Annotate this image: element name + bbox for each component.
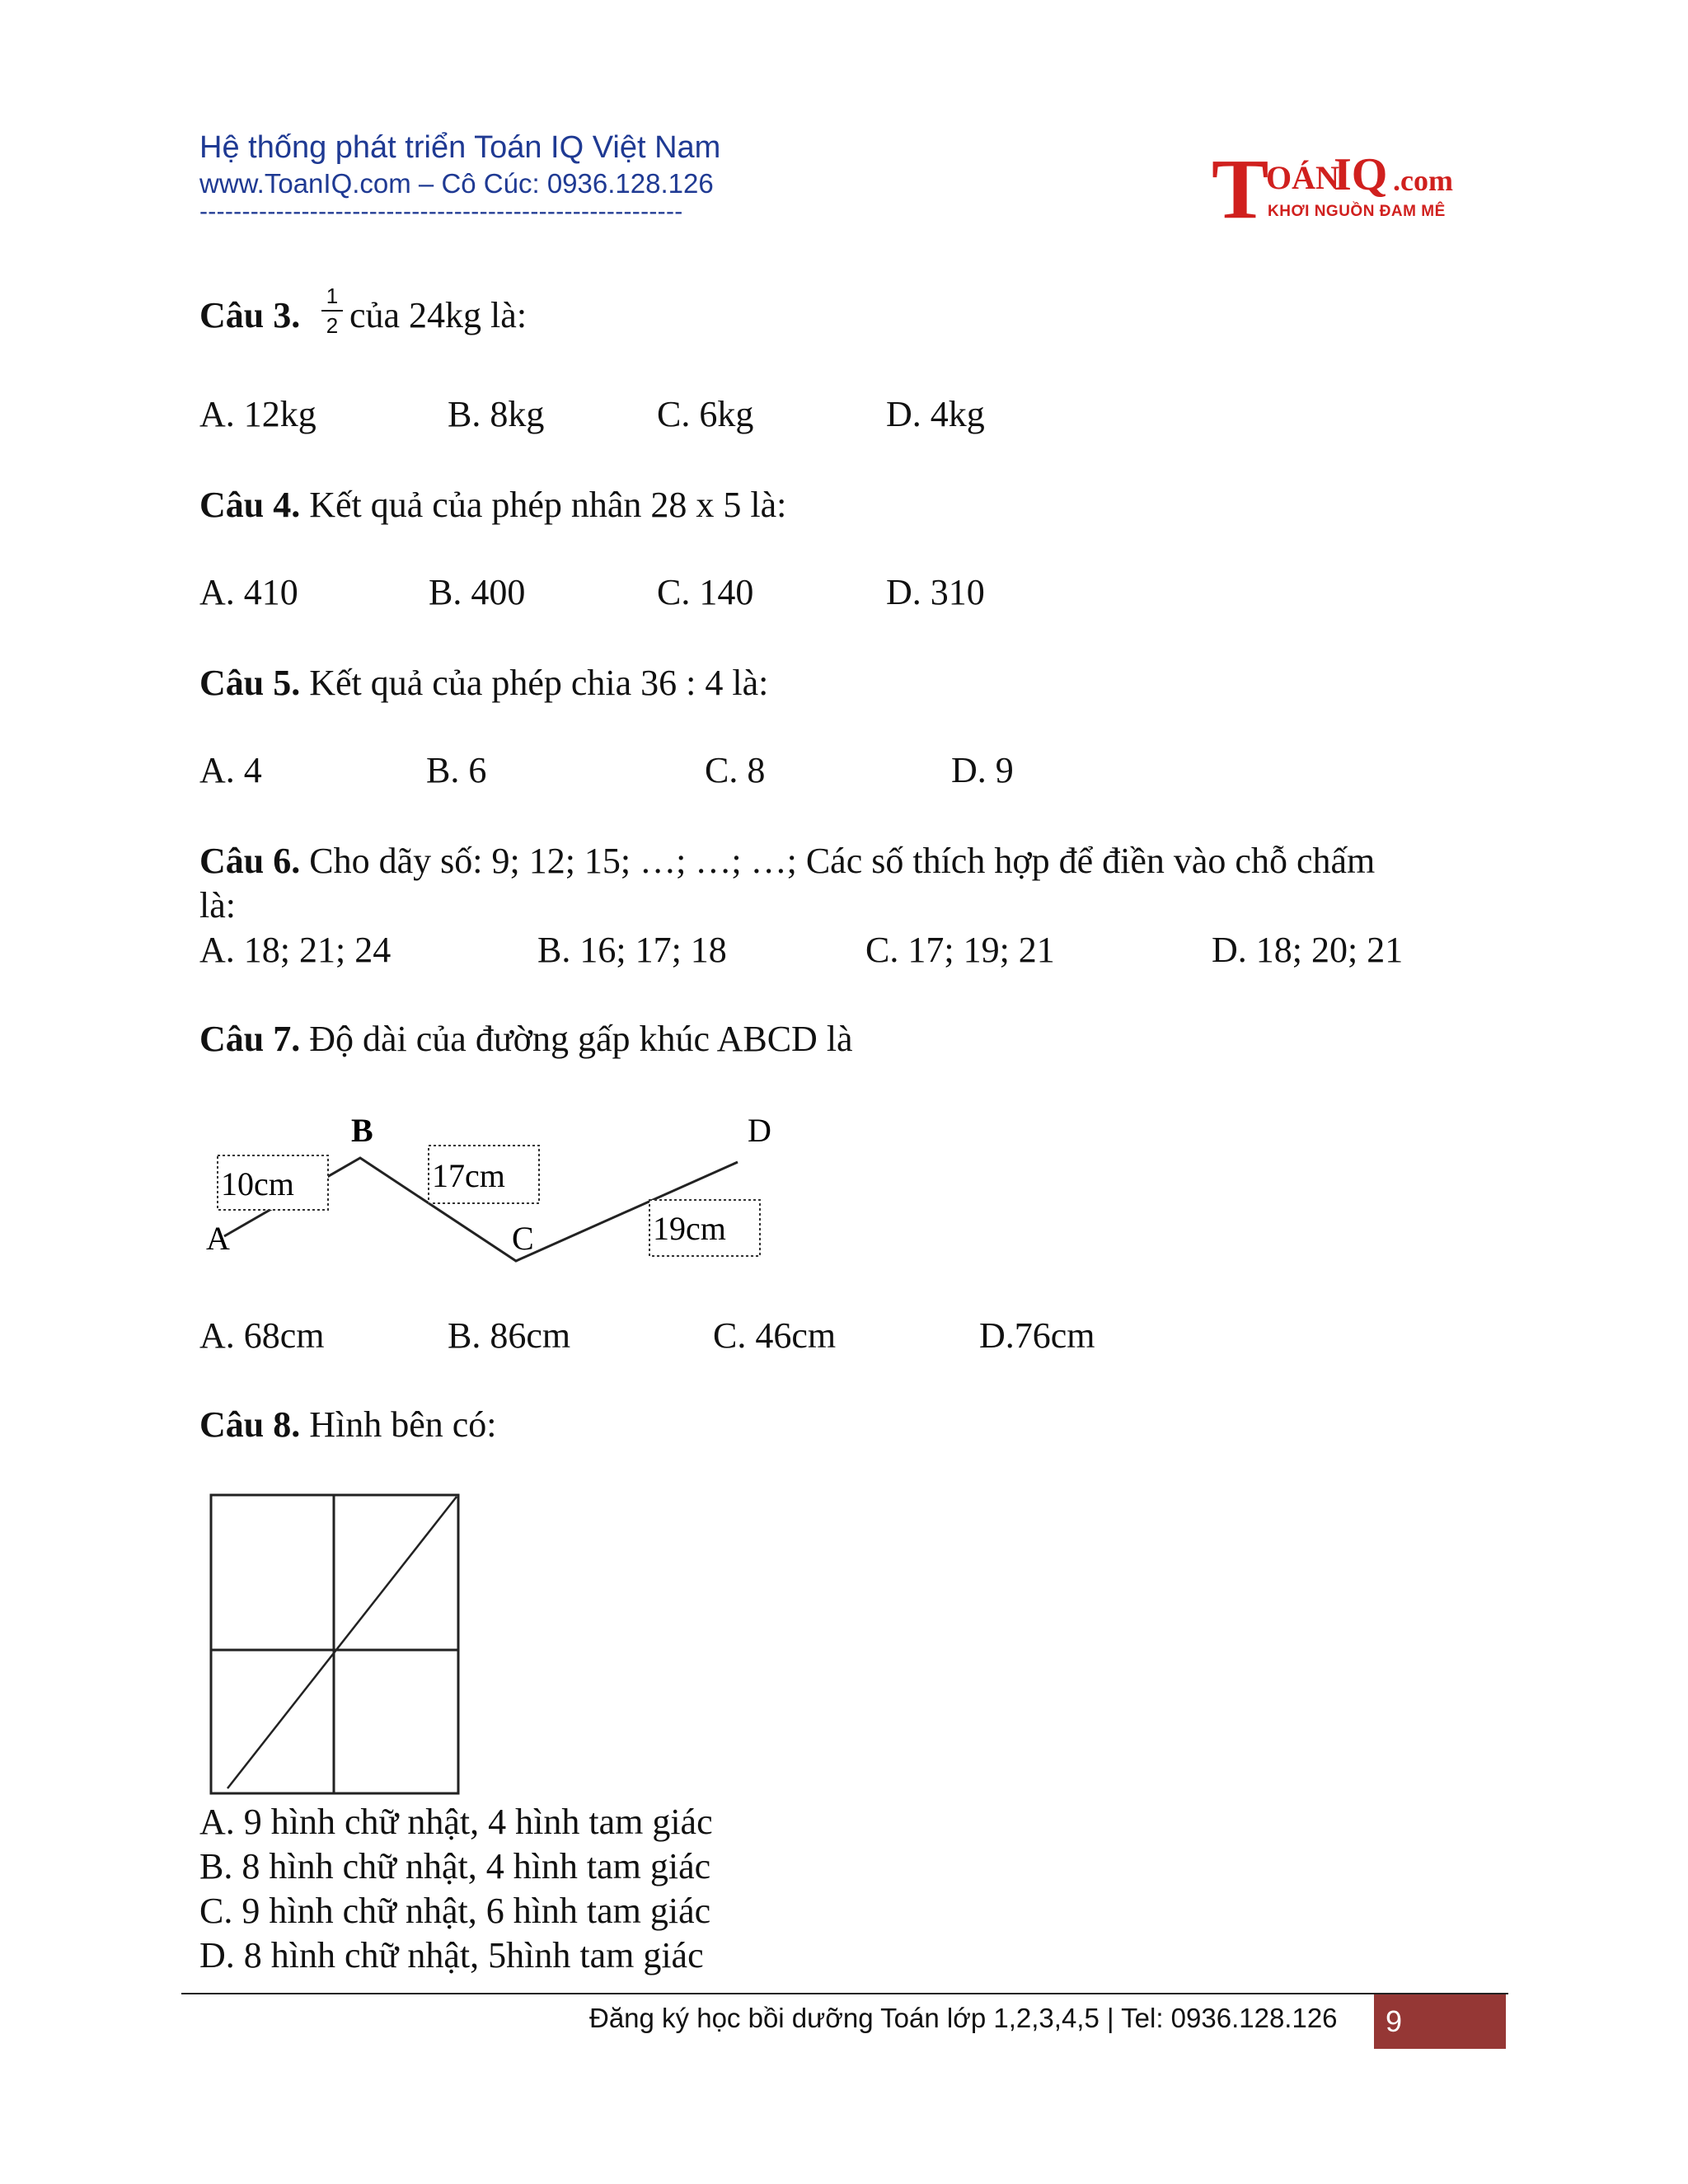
diagonal-line <box>227 1497 457 1788</box>
question-7-label: Câu 7. <box>199 1019 301 1059</box>
q7-option-c: C. 46cm <box>713 1315 837 1356</box>
q5-option-d: D. 9 <box>951 750 1014 790</box>
page-number-badge: 9 <box>1374 1994 1506 2049</box>
q3-option-b: B. 8kg <box>448 394 545 434</box>
header-website-contact: www.ToanIQ.com – Cô Cúc: 0936.128.126 <box>199 168 714 199</box>
logo-com: .com <box>1393 164 1453 197</box>
question-6-text-cont: là: <box>199 885 236 926</box>
q8-option-d: D. 8 hình chữ nhật, 5hình tam giác <box>199 1935 704 1975</box>
fraction-numerator: 1 <box>326 284 339 308</box>
q5-option-c: C. 8 <box>705 750 766 790</box>
q6-option-b: B. 16; 17; 18 <box>537 930 727 970</box>
question-3-text: của 24kg là: <box>349 295 528 335</box>
question-8-label: Câu 8. <box>199 1404 301 1445</box>
fraction-denominator: 2 <box>326 313 339 338</box>
question-7-text: Độ dài của đường gấp khúc ABCD là <box>309 1019 853 1059</box>
footer-text: Đăng ký học bồi dưỡng Toán lớp 1,2,3,4,5 | Tel: 0936.128.126 <box>589 2003 1338 2033</box>
question-6 <box>199 841 1375 883</box>
q7-option-a: A. 68cm <box>199 1315 325 1356</box>
q5-option-b: B. 6 <box>426 750 487 790</box>
point-a-label: A <box>206 1220 230 1257</box>
q7-option-d: D.76cm <box>979 1315 1095 1356</box>
q8-option-c: C. 9 hình chữ nhật, 6 hình tam giác <box>199 1891 711 1931</box>
question-8 <box>199 1404 497 1446</box>
q6-option-c: C. 17; 19; 21 <box>865 930 1055 970</box>
point-c-label: C <box>512 1220 534 1257</box>
question-6-text: Cho dãy số: 9; 12; 15; …; …; …; Các số thích hợp để điền vào chỗ chấm <box>309 841 1376 881</box>
q3-option-d: D. 4kg <box>886 394 985 434</box>
toaniq-logo <box>1212 142 1467 237</box>
footer-divider <box>181 1993 1508 1994</box>
fraction-one-half <box>321 285 343 336</box>
q4-option-c: C. 140 <box>657 572 754 612</box>
q6-option-d: D. 18; 20; 21 <box>1212 930 1404 970</box>
question-8-text: Hình bên có: <box>309 1404 497 1445</box>
q6-option-a: A. 18; 21; 24 <box>199 930 392 970</box>
q4-option-a: A. 410 <box>199 572 298 612</box>
question-4 <box>199 485 786 527</box>
question-5-text: Kết quả của phép chia 36 : 4 là: <box>309 663 769 703</box>
q5-option-a: A. 4 <box>199 750 262 790</box>
logo-oan: OÁN <box>1266 159 1339 196</box>
question-4-text: Kết quả của phép nhân 28 x 5 là: <box>309 485 787 525</box>
polyline-abcd-figure <box>198 1104 791 1269</box>
q3-option-a: A. 12kg <box>199 394 316 434</box>
segment-cd-length: 19cm <box>653 1210 726 1247</box>
question-7 <box>199 1019 853 1061</box>
q8-option-b: B. 8 hình chữ nhật, 4 hình tam giác <box>199 1846 711 1886</box>
question-6-label: Câu 6. <box>199 841 301 881</box>
q7-option-b: B. 86cm <box>448 1315 571 1356</box>
header-title: Hệ thống phát triển Toán IQ Việt Nam <box>199 130 721 165</box>
q8-option-a: A. 9 hình chữ nhật, 4 hình tam giác <box>199 1802 713 1842</box>
segment-ab-length: 10cm <box>221 1165 294 1202</box>
logo-iq: IQ <box>1334 149 1388 200</box>
q4-option-d: D. 310 <box>886 572 985 612</box>
point-d-label: D <box>748 1112 771 1149</box>
segment-bc-length: 17cm <box>432 1157 505 1194</box>
logo-letter-t: T <box>1212 142 1269 237</box>
q3-option-c: C. 6kg <box>657 394 754 434</box>
question-3-label: Câu 3. <box>199 295 301 335</box>
header-separator: --------------------------------------------------------- <box>199 198 683 225</box>
q4-option-b: B. 400 <box>429 572 526 612</box>
question-5 <box>199 663 768 705</box>
logo-tagline: KHƠI NGUỒN ĐAM MÊ <box>1268 203 1446 220</box>
point-b-label: B <box>351 1112 373 1149</box>
question-5-label: Câu 5. <box>199 663 301 703</box>
question-4-label: Câu 4. <box>199 485 301 525</box>
grid-diagonal-figure <box>206 1483 470 1797</box>
fraction-bar <box>321 310 343 312</box>
